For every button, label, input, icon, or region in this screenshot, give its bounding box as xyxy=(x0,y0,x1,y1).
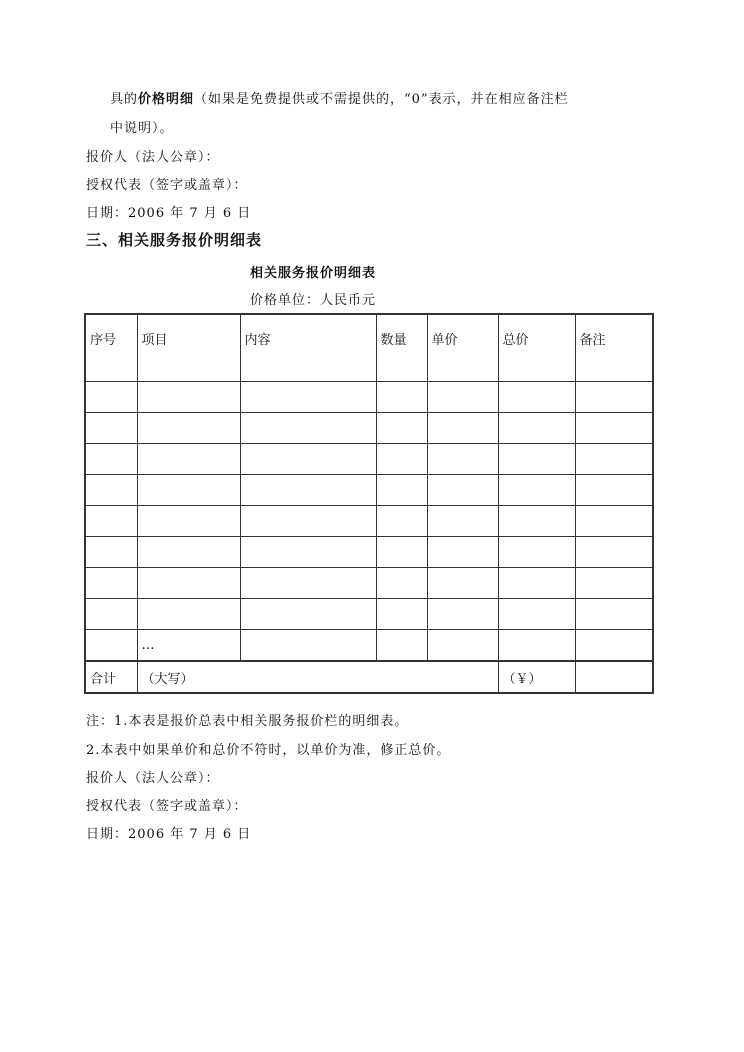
ellipsis-cell: … xyxy=(137,630,240,662)
cell xyxy=(498,599,575,630)
cell xyxy=(427,475,498,506)
cell xyxy=(498,537,575,568)
intro-bold-term: 价格明细 xyxy=(138,92,195,107)
table-row xyxy=(85,475,653,506)
cell xyxy=(575,568,653,599)
table-header-row xyxy=(85,314,653,382)
note-2: 2.本表中如果单价和总价不符时，以单价为准，修正总价。 xyxy=(86,743,451,758)
total-row xyxy=(85,661,653,693)
cell xyxy=(85,382,137,413)
quote-table xyxy=(84,313,654,694)
cell xyxy=(427,444,498,475)
table-row xyxy=(85,568,653,599)
cell xyxy=(498,382,575,413)
header-total-price: 总价 xyxy=(498,314,575,382)
cell xyxy=(427,630,498,662)
header-quantity: 数量 xyxy=(376,314,427,382)
cell xyxy=(498,444,575,475)
cell xyxy=(498,568,575,599)
table-row xyxy=(85,382,653,413)
cell xyxy=(498,630,575,662)
cell xyxy=(575,506,653,537)
cell xyxy=(427,599,498,630)
quoter-label-top: 报价人（法人公章）： xyxy=(86,150,220,165)
total-in-words: （大写） xyxy=(137,661,498,693)
header-remarks: 备注 xyxy=(575,314,653,382)
table-row xyxy=(85,599,653,630)
quoter-label-bottom: 报价人（法人公章）： xyxy=(86,771,220,786)
date-label-top: 日期：2006 年 7 月 6 日 xyxy=(86,206,252,221)
total-amount-symbol: （￥） xyxy=(498,661,575,693)
cell xyxy=(427,382,498,413)
cell xyxy=(427,413,498,444)
cell xyxy=(376,630,427,662)
cell xyxy=(85,568,137,599)
cell xyxy=(85,506,137,537)
cell xyxy=(427,506,498,537)
cell xyxy=(376,444,427,475)
cell xyxy=(376,568,427,599)
cell xyxy=(137,444,240,475)
cell xyxy=(427,537,498,568)
cell xyxy=(575,444,653,475)
header-item: 项目 xyxy=(137,314,240,382)
cell xyxy=(376,599,427,630)
cell xyxy=(575,537,653,568)
table-row-ellipsis xyxy=(85,630,653,662)
header-content: 内容 xyxy=(240,314,376,382)
cell xyxy=(137,568,240,599)
cell xyxy=(376,382,427,413)
cell xyxy=(575,599,653,630)
total-remarks xyxy=(575,661,653,693)
currency-unit: 价格单位：人民币元 xyxy=(250,293,377,308)
cell xyxy=(376,537,427,568)
cell xyxy=(575,413,653,444)
intro-prefix: 具的 xyxy=(110,92,139,107)
cell xyxy=(240,568,376,599)
cell xyxy=(240,506,376,537)
cell xyxy=(427,568,498,599)
representative-label-top: 授权代表（签字或盖章）： xyxy=(86,178,248,193)
cell xyxy=(240,630,376,662)
total-label: 合计 xyxy=(85,661,137,693)
cell xyxy=(376,413,427,444)
table-row xyxy=(85,537,653,568)
cell xyxy=(85,537,137,568)
cell xyxy=(137,599,240,630)
header-index: 序号 xyxy=(85,314,137,382)
cell xyxy=(240,413,376,444)
intro-line-2: 中说明）。 xyxy=(110,121,174,136)
date-label-bottom: 日期：2006 年 7 月 6 日 xyxy=(86,827,252,842)
table-title: 相关服务报价明细表 xyxy=(250,266,377,281)
cell xyxy=(85,630,137,662)
cell xyxy=(498,413,575,444)
cell xyxy=(240,599,376,630)
cell xyxy=(137,413,240,444)
cell xyxy=(85,475,137,506)
representative-label-bottom: 授权代表（签字或盖章）： xyxy=(86,799,248,814)
table-row xyxy=(85,413,653,444)
cell xyxy=(575,382,653,413)
section-heading: 三、相关服务报价明细表 xyxy=(86,231,263,249)
cell xyxy=(240,382,376,413)
cell xyxy=(240,475,376,506)
intro-suffix: （如果是免费提供或不需提供的，“0”表示，并在相应备注栏 xyxy=(194,92,569,107)
cell xyxy=(376,475,427,506)
cell xyxy=(376,506,427,537)
cell xyxy=(85,444,137,475)
cell xyxy=(240,537,376,568)
cell xyxy=(137,537,240,568)
header-unit-price: 单价 xyxy=(427,314,498,382)
cell xyxy=(137,475,240,506)
note-1: 注：1.本表是报价总表中相关服务报价栏的明细表。 xyxy=(86,714,409,729)
intro-line-1 xyxy=(110,88,569,107)
cell xyxy=(137,506,240,537)
cell xyxy=(498,506,575,537)
cell xyxy=(240,444,376,475)
cell xyxy=(575,630,653,662)
cell xyxy=(137,382,240,413)
cell xyxy=(498,475,575,506)
table-row xyxy=(85,506,653,537)
cell xyxy=(85,413,137,444)
cell xyxy=(85,599,137,630)
table-row xyxy=(85,444,653,475)
cell xyxy=(575,475,653,506)
